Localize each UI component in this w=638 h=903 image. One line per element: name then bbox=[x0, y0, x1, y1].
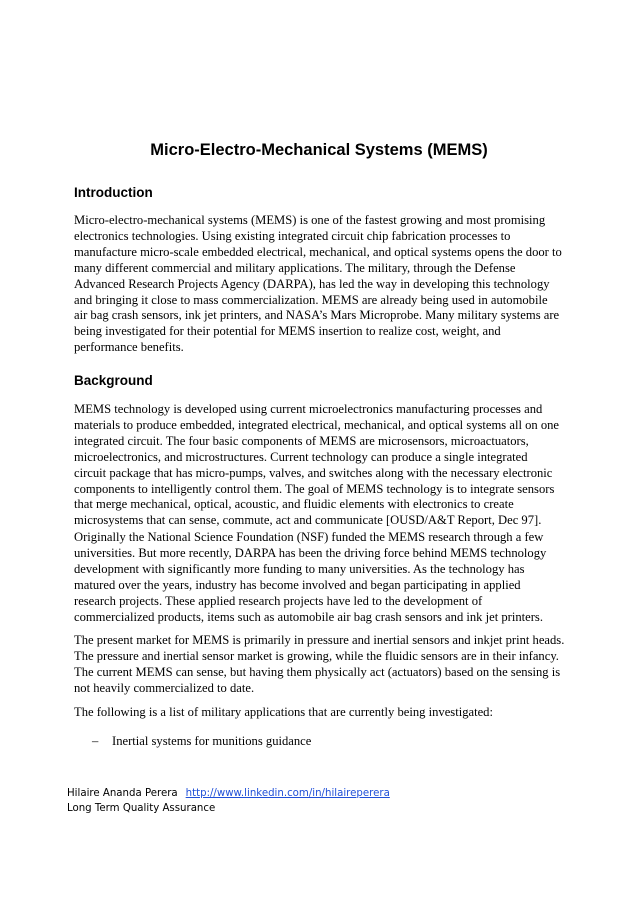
text-line: matured over the years, industry has become involved and began participating in applied bbox=[74, 577, 521, 592]
text-line: universities. But more recently, DARPA has been the driving force behind MEMS technology bbox=[74, 545, 547, 560]
text-line: being investigated for their potential for MEMS insertion to realize cost, weight, and bbox=[74, 324, 501, 339]
text-line: air bag crash sensors, ink jet printers, and NASA’s Mars Microprobe. Many military systems are bbox=[74, 308, 560, 323]
background-paragraph-2 bbox=[74, 530, 574, 625]
text-line: performance benefits. bbox=[74, 340, 184, 355]
text-line: commercialized products, items such as automobile air bag crash sensors and ink jet printers. bbox=[74, 609, 543, 624]
footer-subtitle: Long Term Quality Assurance bbox=[67, 803, 216, 814]
footer-line-1 bbox=[67, 786, 390, 801]
text-line: components to intelligently control them. The goal of MEMS technology is to integrate sensors bbox=[74, 481, 555, 496]
background-paragraph-4 bbox=[74, 705, 574, 721]
introduction-paragraph bbox=[74, 213, 574, 356]
text-line: Advanced Research Projects Agency (DARPA), has led the way in developing this technology bbox=[74, 276, 550, 291]
background-paragraph-1 bbox=[74, 402, 574, 529]
introduction-heading: Introduction bbox=[74, 185, 153, 200]
text-line: The present market for MEMS is primarily in pressure and inertial sensors and inkjet print heads. bbox=[74, 633, 565, 647]
text-line: integrated circuit. The four basic components of MEMS are microsensors, microactuators, bbox=[74, 433, 529, 448]
text-line: Originally the National Science Foundation (NSF) funded the MEMS research through a few bbox=[74, 530, 544, 544]
text-line: development with significantly more funding to many universities. As the technology has bbox=[74, 561, 525, 576]
list-item bbox=[92, 733, 311, 749]
text-line: Micro-electro-mechanical systems (MEMS) is one of the fastest growing and most promising bbox=[74, 213, 546, 227]
background-heading: Background bbox=[74, 373, 153, 388]
page-footer bbox=[67, 786, 390, 816]
text-line: electronics technologies. Using existing integrated circuit chip fabrication processes to bbox=[74, 228, 511, 243]
list-item-text: Inertial systems for munitions guidance bbox=[112, 734, 312, 748]
text-line: materials to produce embedded, integrated electrical, mechanical, and optical systems all on one bbox=[74, 417, 560, 432]
page-title: Micro-Electro-Mechanical Systems (MEMS) bbox=[150, 141, 488, 159]
footer-author: Hilaire Ananda Perera bbox=[67, 788, 178, 799]
text-line: many different commercial and military applications. The military, through the Defense bbox=[74, 260, 516, 275]
text-line: circuit package that has micro-pumps, valves, and switches along with the necessary electronic bbox=[74, 465, 553, 480]
text-line: The current MEMS can sense, but having them physically act (actuators) based on the sensing is bbox=[74, 664, 561, 679]
linkedin-link[interactable]: http://www.linkedin.com/in/hilaireperera bbox=[185, 788, 390, 799]
text-line: manufacture micro-scale embedded electrical, mechanical, and optical systems opens the door to bbox=[74, 244, 562, 259]
text-line: microelectronics, and microstructures. Current technology can produce a single integrated bbox=[74, 449, 528, 464]
text-line: and bringing it close to mass commercialization. MEMS are already being used in automobile bbox=[74, 292, 548, 307]
text-line: that merge mechanical, optical, acoustic, and fluidic elements with electronics to create bbox=[74, 497, 514, 512]
background-paragraph-3 bbox=[74, 633, 574, 697]
text-line: MEMS technology is developed using current microelectronics manufacturing processes and bbox=[74, 402, 543, 416]
text-line: The following is a list of military applications that are currently being investigated: bbox=[74, 705, 493, 719]
text-line: The pressure and inertial sensor market is growing, while the fluidic sensors are in their infancy. bbox=[74, 648, 559, 663]
bullet-marker: – bbox=[92, 734, 99, 748]
military-applications-list bbox=[92, 733, 311, 749]
text-line: microsystems that can sense, commute, act and communicate [OUSD/A&T Report, Dec 97]. bbox=[74, 513, 542, 528]
text-line: not heavily commercialized to date. bbox=[74, 680, 255, 695]
text-line: research projects. These applied research projects have led to the development of bbox=[74, 593, 483, 608]
